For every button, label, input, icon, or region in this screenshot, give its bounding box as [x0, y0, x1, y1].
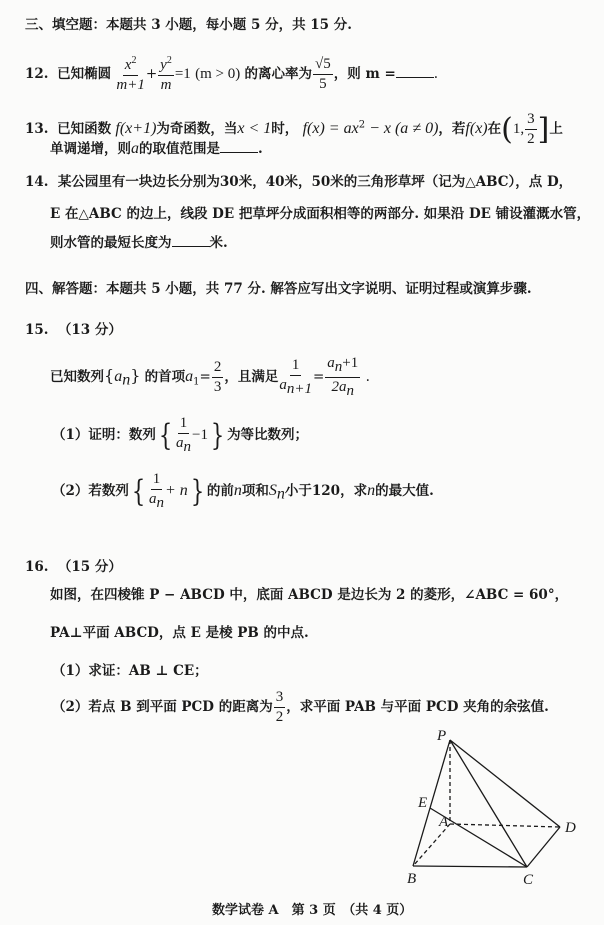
question-number: 14. [25, 174, 49, 190]
condition: (m > 0) [195, 66, 241, 82]
question-text: ，则 m = [333, 66, 396, 82]
question-14-line2: E 在△ABC 的边上，线段 DE 把草坪分成面积相等的两部分. 如果沿 DE 铺设灌溉水管， [50, 206, 591, 222]
question-score: （15 分） [57, 559, 122, 575]
section-3-heading: 三、填空题：本题共 3 小题，每小题 5 分，共 15 分. [25, 17, 352, 33]
label-B: B [407, 871, 417, 887]
question-number: 12. [25, 66, 49, 82]
question-16-line2: PA⊥平面 ABCD，点 E 是棱 PB 的中点. [50, 625, 309, 641]
question-14-line3: 则水管的最短长度为 米. [50, 235, 228, 251]
fraction-x2: $\frac{x^2}{m+1}$ [116, 55, 145, 93]
section-4-heading: 四、解答题：本题共 5 小题，共 77 分. 解答应写出文字说明、证明过程或演算步骤. [25, 281, 532, 297]
question-13-line2: 单调递增，则a的取值范围是 . [50, 140, 263, 157]
question-text: 某公园里有一块边长分别为30米，40米，50米的三角形草坪（记为△ABC），点 D， [57, 174, 573, 190]
answer-blank [396, 65, 434, 78]
fraction-eccentricity: $\frac{√5}{5}$ [315, 56, 331, 92]
question-16-part2: （2）若点 B 到平面 PCD 的距离为 $\frac{3}{2}$ ，求平面 PAB 与平面 PCD 夹角的余弦值. [52, 689, 549, 725]
question-16-part1: （1）求证：AB ⊥ CE； [52, 663, 208, 679]
label-C: C [523, 872, 534, 888]
question-15-header [25, 321, 122, 339]
question-text: 的离心率为 [244, 66, 313, 82]
question-13: 13. 已知函数 f(x+1)为奇函数，当x < 1时， $f(x) = ax^2 - x$ (a ≠ 0)，若f(x)在(1, $\frac{3}{2}$ ]上 [25, 111, 563, 147]
question-text: 已知椭圆 [57, 66, 112, 82]
question-15-part1: （1）证明：数列{ $\frac{1}{a_n}$ −1} 为等比数列； [52, 415, 309, 455]
question-12: 12. 已知椭圆 $\frac{x^2}{m+1}$ + $\frac{y^2}{m}$ =1 (m > 0) 的离心率为 $\frac{√5}{5}$ ，则 m = . [25, 55, 439, 93]
open-interval-paren: ( [501, 111, 513, 147]
pyramid-figure [395, 725, 595, 890]
question-number: 15. [25, 322, 49, 338]
question-number: 13. [25, 121, 49, 137]
answer-blank [172, 234, 210, 247]
label-A: A [439, 814, 449, 830]
question-16-line1: 如图，在四棱锥 P − ABCD 中，底面 ABCD 是边长为 2 的菱形，∠ABC = 60°， [50, 587, 569, 603]
label-E: E [418, 795, 428, 811]
answer-blank [220, 140, 258, 153]
fraction-y2: $\frac{y^2}{m}$ [160, 55, 172, 93]
question-score: （13 分） [57, 322, 122, 338]
question-number: 16. [25, 559, 49, 575]
question-15-stem: 已知数列$\{a_n\}$ 的首项$a_1=$ $\frac{2}{3}$ ，且满足 $\frac{1}{a_{n+1}}$ = $\frac{a_n+1}{2a_n}$ . [50, 355, 370, 399]
question-15-part2: （2）若数列{ $\frac{1}{a_n}$ + n} 的前n项和$S_n$小于120，求n的最大值. [52, 471, 434, 511]
label-P: P [437, 728, 447, 744]
closed-interval-bracket: ] [537, 111, 550, 147]
page-footer: 数学试卷 A 第 3 页 （共 4 页） [212, 903, 413, 918]
label-D: D [565, 820, 576, 836]
question-14 [25, 173, 572, 191]
question-16-header [25, 558, 122, 576]
